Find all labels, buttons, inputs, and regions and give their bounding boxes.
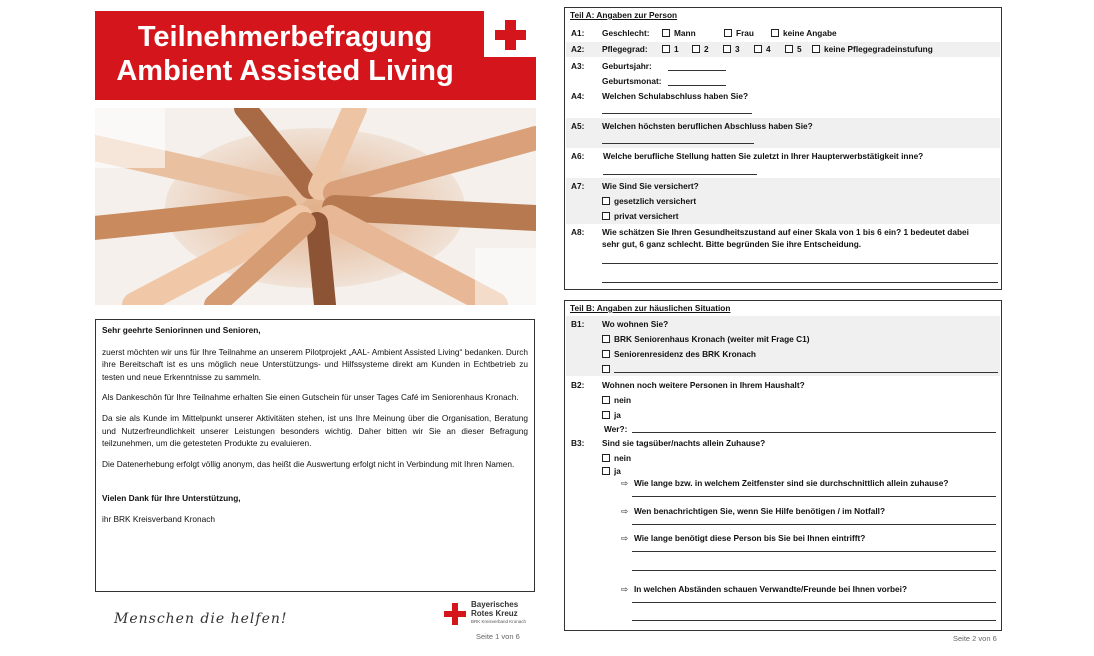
option-pflegegrad-1[interactable]: 1 — [662, 44, 679, 54]
row-a6 — [566, 148, 1000, 178]
row-a3 — [566, 59, 1000, 89]
arrow-right-icon: ⇨ — [621, 584, 628, 594]
checkbox-icon[interactable] — [754, 45, 762, 53]
answer-line-a5[interactable] — [602, 143, 754, 144]
checkbox-icon[interactable] — [662, 29, 670, 37]
row-a5 — [566, 118, 1000, 148]
answer-line-sub-3b[interactable] — [632, 570, 996, 571]
letter-paragraph-1: zuerst möchten wir uns für Ihre Teilnahme an unserem Pilotprojekt „AAL- Ambient Assisted Living“ bedanken. Durch ihre Bereitschaft ist es uns möglich neue Unterstützungs- und Hilfssysteme direkt am Kunden in Echtbetrieb zu testen und neue Erkenntnisse zu sammeln. — [102, 346, 528, 382]
checkbox-icon[interactable] — [662, 45, 670, 53]
label-geburtsmonat: Geburtsmonat: — [602, 76, 662, 86]
brk-subtitle: BRK Kreisverband Kronach — [471, 619, 527, 624]
option-frau[interactable]: Frau — [724, 28, 754, 38]
checkbox-icon[interactable] — [812, 45, 820, 53]
option-b3-ja[interactable]: ja — [602, 466, 621, 476]
code-b2: B2: — [571, 380, 585, 390]
letter-paragraph-2: Als Dankeschön für Ihre Teilnahme erhalten Sie einen Gutschein für unser Tages Café im Seniorenhaus Kronach. — [102, 392, 519, 403]
option-privat[interactable]: privat versichert — [602, 211, 679, 221]
answer-line-a8-2[interactable] — [602, 282, 998, 283]
option-brk-seniorenhaus[interactable]: BRK Seniorenhaus Kronach (weiter mit Frage C1) — [602, 334, 809, 344]
letter-thanks: Vielen Dank für Ihre Unterstützung, — [102, 493, 241, 504]
code-a7: A7: — [571, 181, 585, 191]
option-keine-pflegegradeinstufung[interactable]: keine Pflegegradeinstufung — [812, 44, 933, 54]
checkbox-icon[interactable] — [602, 197, 610, 205]
answer-line-sub-4a[interactable] — [632, 602, 996, 603]
brk-logo-text — [471, 601, 518, 618]
code-a1: A1: — [571, 28, 585, 38]
question-a8-line-1: Wie schätzen Sie Ihren Gesundheitszustand auf einer Skala von 1 bis 6 ein? 1 bedeutet dabei — [602, 227, 969, 237]
red-cross-icon-bar — [495, 30, 526, 40]
option-other-residence[interactable] — [602, 364, 614, 374]
code-a4: A4: — [571, 91, 585, 101]
option-keine-angabe[interactable]: keine Angabe — [771, 28, 837, 38]
question-b3: Sind sie tagsüber/nachts allein Zuhause? — [602, 438, 766, 448]
code-b1: B1: — [571, 319, 585, 329]
page-number-left: Seite 1 von 6 — [476, 632, 520, 641]
option-pflegegrad-3[interactable]: 3 — [723, 44, 740, 54]
letter-paragraph-3: Da sie als Kunde im Mittelpunkt unserer Aktivitäten stehen, ist uns Ihre Meinung über die Organisation, Beratung und Nutzerfreundlichkeit unserer Leistungen besonders wichtig. Daher bitten wir Sie an dieser Befragung teilzunehmen, um die getesteten Produkte zu evaluieren. — [102, 412, 528, 449]
row-a7 — [566, 178, 1000, 224]
checkbox-icon[interactable] — [771, 29, 779, 37]
part-b-heading: Teil B: Angaben zur häuslichen Situation — [570, 303, 731, 313]
row-a8 — [566, 224, 1000, 288]
arrow-right-icon: ⇨ — [621, 506, 628, 516]
answer-line-a6[interactable] — [603, 174, 757, 175]
label-a2: Pflegegrad: — [602, 44, 648, 54]
checkbox-icon[interactable] — [785, 45, 793, 53]
sub-question-3: ⇨ Wie lange benötigt diese Person bis Sie bei Ihnen eintrifft? — [621, 533, 866, 543]
row-b1 — [566, 316, 1000, 376]
answer-line-sub-2[interactable] — [632, 524, 996, 525]
checkbox-icon[interactable] — [723, 45, 731, 53]
checkbox-icon[interactable] — [602, 454, 610, 462]
checkbox-icon[interactable] — [724, 29, 732, 37]
row-a1 — [566, 26, 1000, 40]
slogan: Menschen die helfen! — [114, 611, 288, 627]
answer-line-sub-4b[interactable] — [632, 620, 996, 621]
row-b2 — [566, 377, 1000, 435]
checkbox-icon[interactable] — [692, 45, 700, 53]
option-b2-nein[interactable]: nein — [602, 395, 631, 405]
option-b3-nein[interactable]: nein — [602, 453, 631, 463]
wer-field[interactable] — [632, 432, 996, 433]
geburtsmonat-field[interactable] — [668, 85, 726, 86]
code-a3: A3: — [571, 61, 585, 71]
question-a7: Wie Sind Sie versichert? — [602, 181, 699, 191]
checkbox-icon[interactable] — [602, 467, 610, 475]
option-mann[interactable]: Mann — [662, 28, 696, 38]
question-a8-line-2: sehr gut, 6 ganz schlecht. Bitte begründen Sie ihre Entscheidung. — [602, 239, 862, 249]
label-geburtsjahr: Geburtsjahr: — [602, 61, 652, 71]
geburtsjahr-field[interactable] — [668, 70, 726, 71]
answer-line-a4[interactable] — [602, 113, 752, 114]
option-gesetzlich[interactable]: gesetzlich versichert — [602, 196, 696, 206]
question-a4: Welchen Schulabschluss haben Sie? — [602, 91, 749, 101]
title-line-2: Ambient Assisted Living — [116, 55, 454, 87]
checkbox-icon[interactable] — [602, 335, 610, 343]
checkbox-icon[interactable] — [602, 350, 610, 358]
code-b3: B3: — [571, 438, 585, 448]
answer-line-a8-1[interactable] — [602, 263, 998, 264]
letter-greeting: Sehr geehrte Seniorinnen und Senioren, — [102, 325, 261, 335]
question-a5: Welchen höchsten beruflichen Abschluss haben Sie? — [602, 121, 813, 131]
part-a-panel — [564, 7, 1002, 290]
code-a5: A5: — [571, 121, 585, 131]
question-b1: Wo wohnen Sie? — [602, 319, 669, 329]
checkbox-icon[interactable] — [602, 396, 610, 404]
other-residence-field[interactable] — [614, 372, 998, 373]
option-b2-ja[interactable]: ja — [602, 410, 621, 420]
checkbox-icon[interactable] — [602, 212, 610, 220]
page-number-right: Seite 2 von 6 — [953, 634, 997, 643]
label-a1: Geschlecht: — [602, 28, 650, 38]
arrow-right-icon: ⇨ — [621, 533, 628, 543]
brk-line-2: Rotes Kreuz — [471, 608, 518, 618]
answer-line-sub-1[interactable] — [632, 496, 996, 497]
brk-line-1: Bayerisches — [471, 600, 519, 609]
answer-line-sub-3a[interactable] — [632, 551, 996, 552]
arrow-right-icon: ⇨ — [621, 478, 628, 488]
code-a6: A6: — [571, 151, 585, 161]
title-line-1: Teilnehmerbefragung — [137, 21, 433, 53]
checkbox-icon[interactable] — [602, 411, 610, 419]
letter-paragraph-4: Die Datenerhebung erfolgt völlig anonym, das heißt die Auswertung erfolgt nicht in Verbindung mit Ihren Namen. — [102, 458, 515, 469]
title-banner — [95, 11, 536, 100]
code-a8: A8: — [571, 227, 585, 237]
code-a2: A2: — [571, 44, 585, 54]
row-a2 — [566, 42, 1000, 57]
option-pflegegrad-4[interactable]: 4 — [754, 44, 771, 54]
part-b-panel — [564, 300, 1002, 631]
row-b3 — [566, 435, 1000, 630]
label-wer: Wer?: — [604, 424, 628, 434]
sub-question-1: ⇨ Wie lange bzw. in welchem Zeitfenster sind sie durchschnittlich allein zuhause? — [621, 478, 949, 488]
question-b2: Wohnen noch weitere Personen in Ihrem Haushalt? — [602, 380, 805, 390]
hands-together-photo — [95, 108, 536, 305]
sub-question-4: ⇨ In welchen Abständen schauen Verwandte/Freunde bei Ihnen vorbei? — [621, 584, 908, 594]
option-pflegegrad-2[interactable]: 2 — [692, 44, 709, 54]
question-a6: Welche berufliche Stellung hatten Sie zuletzt in Ihrer Haupterwerbstätigkeit inne? — [603, 151, 924, 161]
sub-question-2: ⇨ Wen benachrichtigen Sie, wenn Sie Hilfe benötigen / im Notfall? — [621, 506, 886, 516]
cover-letter — [95, 319, 535, 592]
brk-red-cross-icon-bar — [444, 611, 466, 617]
row-a4 — [566, 89, 1000, 118]
part-a-heading: Teil A: Angaben zur Person — [570, 10, 678, 20]
letter-signature: ihr BRK Kreisverband Kronach — [102, 513, 215, 524]
option-seniorenresidenz[interactable]: Seniorenresidenz des BRK Kronach — [602, 349, 756, 359]
option-pflegegrad-5[interactable]: 5 — [785, 44, 802, 54]
checkbox-icon[interactable] — [602, 365, 610, 373]
